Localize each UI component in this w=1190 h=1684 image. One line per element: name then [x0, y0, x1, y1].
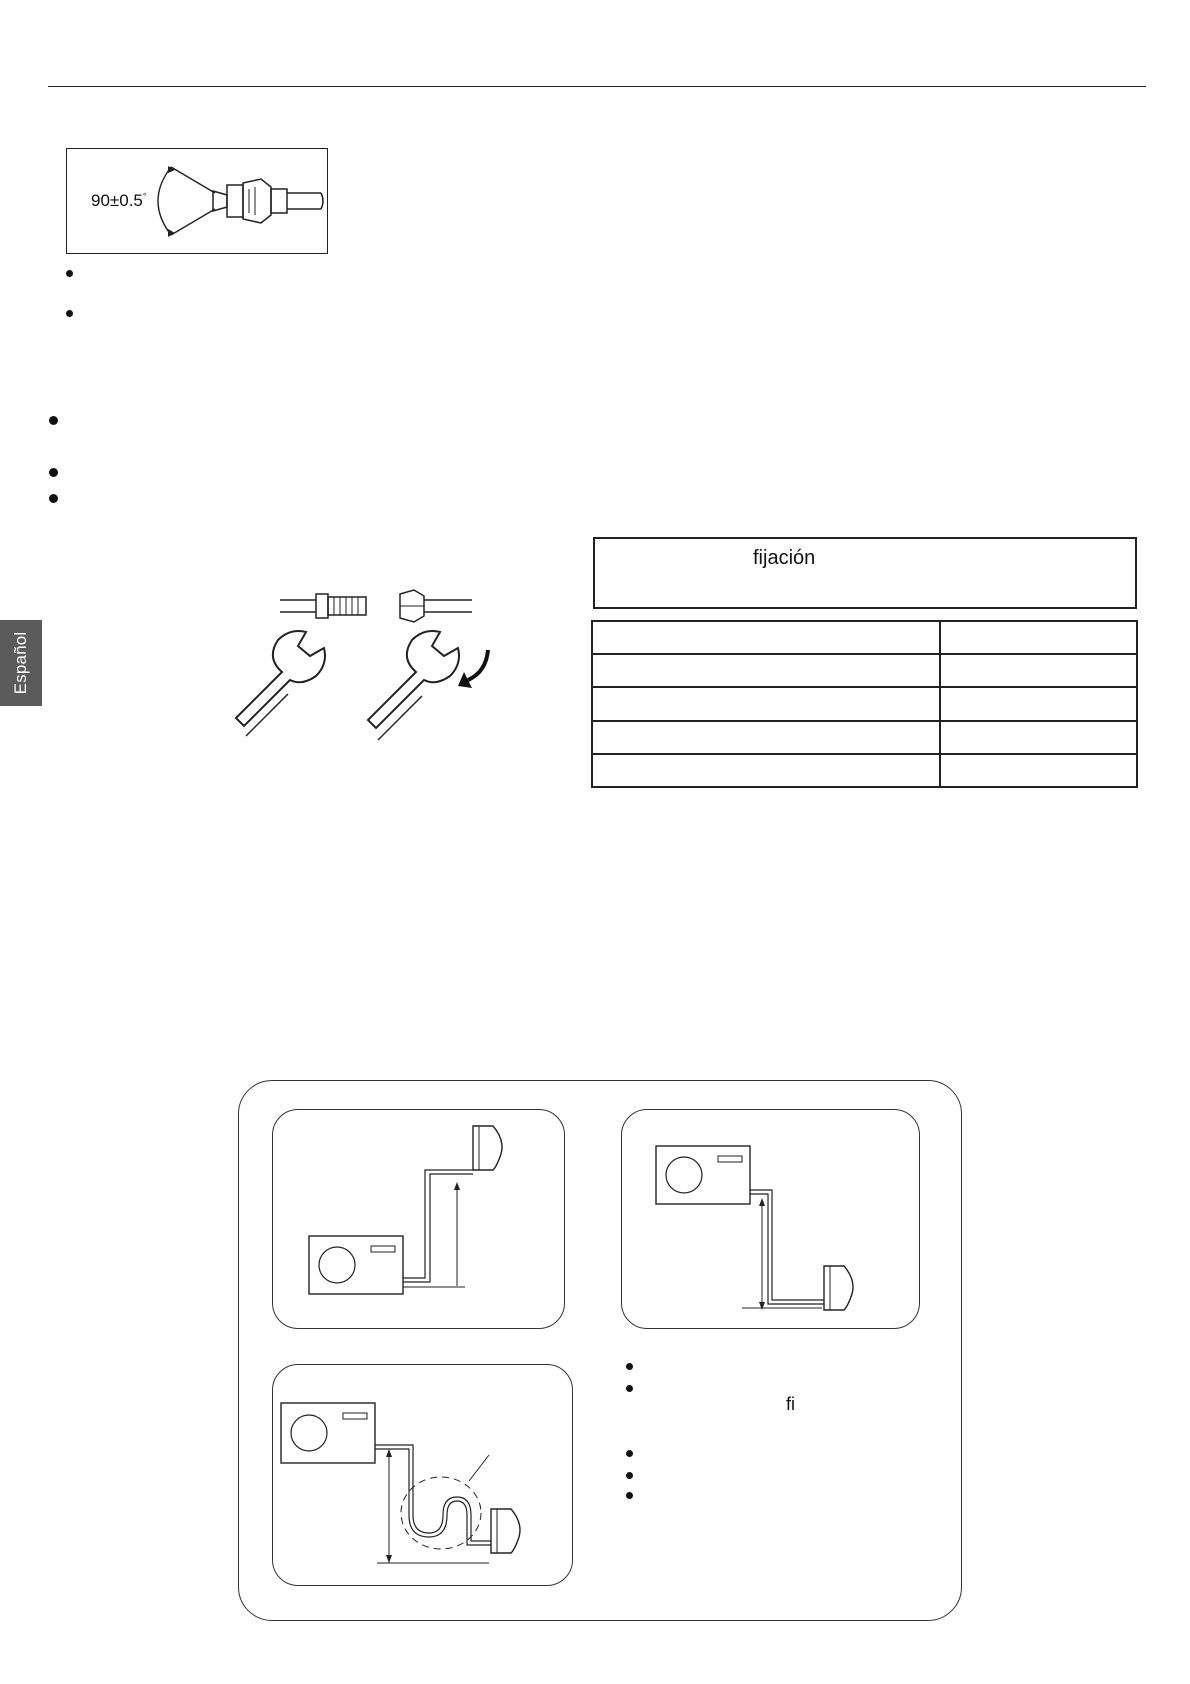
bullet — [626, 1363, 633, 1370]
table-cell — [592, 721, 940, 754]
table-row — [592, 721, 1137, 754]
table-cell — [940, 654, 1137, 687]
indoor-unit-icon — [473, 1126, 502, 1170]
table-row — [592, 654, 1137, 687]
table-cell — [592, 654, 940, 687]
table-cell — [940, 721, 1137, 754]
flare-cone-icon — [67, 149, 329, 255]
bullet — [626, 1472, 633, 1479]
diagram-outdoor-above — [621, 1109, 920, 1329]
torque-table-header — [593, 537, 1137, 609]
flare-nut-icon — [400, 590, 472, 622]
flare-fitting-icon — [280, 594, 366, 618]
bullet — [49, 468, 58, 477]
diagram-outdoor-below — [272, 1109, 565, 1329]
table-row — [592, 754, 1137, 787]
table-cell — [940, 621, 1137, 654]
bullet — [49, 494, 58, 503]
table-cell — [592, 621, 940, 654]
outdoor-unit-icon — [309, 1236, 403, 1294]
table-cell — [592, 687, 940, 720]
torque-header-text: fijación — [753, 547, 816, 569]
table-row — [592, 621, 1137, 654]
torque-table — [591, 620, 1138, 788]
diagram-oil-trap — [272, 1364, 573, 1586]
degree-mark: ° — [142, 191, 147, 202]
wrench-illustration — [228, 588, 518, 748]
indoor-unit-icon — [824, 1266, 853, 1310]
table-row — [592, 687, 1137, 720]
language-tab[interactable] — [0, 620, 42, 706]
bullet — [49, 416, 58, 425]
bullet — [626, 1492, 633, 1499]
bullet — [66, 270, 73, 277]
bullet — [66, 310, 73, 317]
flare-angle-value: 90±0.5 — [91, 191, 143, 210]
bullet — [626, 1385, 633, 1392]
header-rule — [48, 86, 1146, 87]
language-tab-label: Español — [11, 631, 30, 695]
bullet — [626, 1450, 633, 1457]
table-cell — [592, 754, 940, 787]
table-cell — [940, 687, 1137, 720]
indoor-unit-icon — [491, 1509, 520, 1553]
table-cell — [940, 754, 1137, 787]
outdoor-unit-icon — [656, 1146, 750, 1204]
flare-angle-figure — [66, 148, 328, 254]
wrench-icon — [236, 631, 325, 736]
rotation-arrow-icon — [458, 650, 488, 688]
wrench-icon — [368, 631, 459, 740]
note-fragment: fi — [786, 1394, 795, 1414]
outdoor-unit-icon — [281, 1403, 375, 1463]
